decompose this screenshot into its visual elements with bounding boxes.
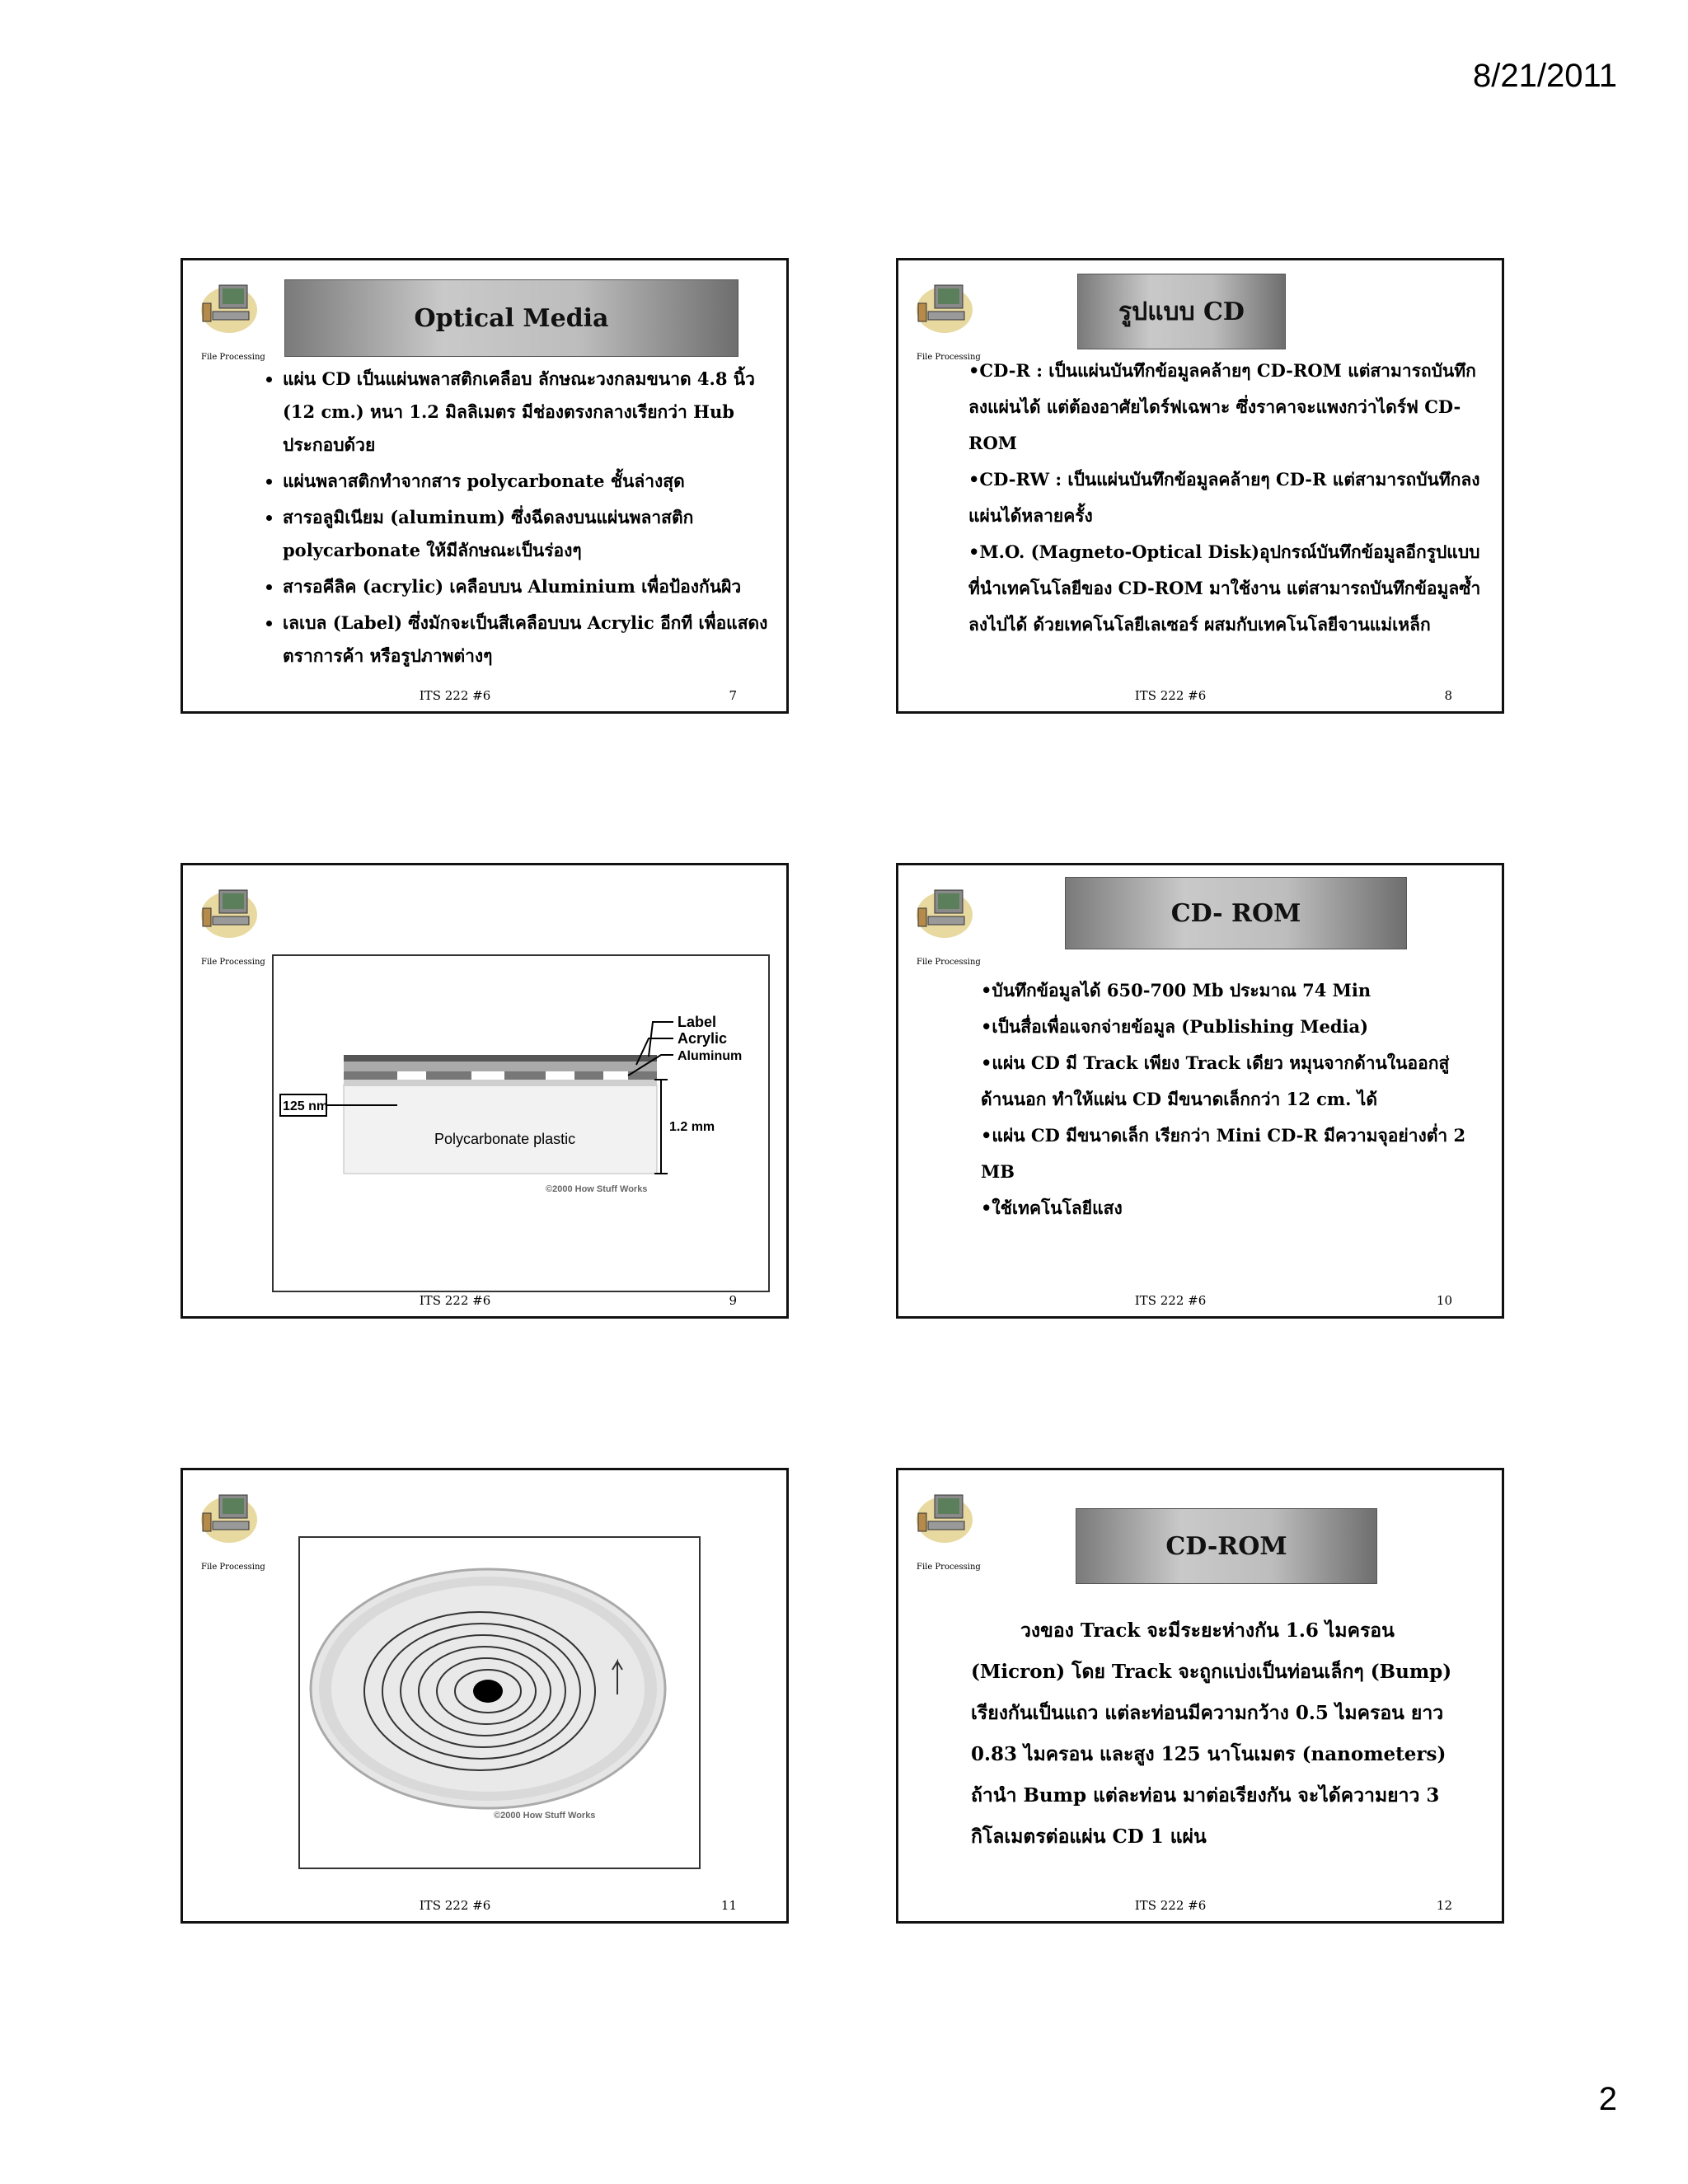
bullet-item: • แผ่นพลาสติกทำจากสาร polycarbonate ชั้นล่างสุด (283, 465, 772, 498)
paragraph: •CD-RW : เป็นแผ่นบันทึกข้อมูลคล้ายๆ CD-R แต่สามารถบันทึกลงแผ่นได้หลายครั้ง (968, 469, 1480, 526)
hub-hole (473, 1680, 503, 1703)
slide-title: รูปแบบ CD (1077, 274, 1286, 349)
file-processing-label: File Processing (201, 1563, 265, 1572)
slide-11 (181, 1468, 789, 1924)
slide-number: 7 (729, 688, 737, 703)
credit-text: ©2000 How Stuff Works (546, 1184, 648, 1194)
paragraph: •บันทึกข้อมูลได้ 650-700 Mb ประมาณ 74 Min (981, 980, 1372, 1001)
credit-text: ©2000 How Stuff Works (494, 1811, 596, 1821)
paragraph: •เป็นสื่อเพื่อแจกจ่ายข้อมูล (Publishing Media) (981, 1016, 1369, 1037)
computer-logo-icon (912, 1488, 973, 1544)
computer-logo-icon (912, 279, 973, 335)
slide-body (968, 353, 1488, 643)
computer-logo-icon (196, 883, 257, 940)
paragraph: •แผ่น CD มี Track เพียง Track เดียว หมุนจากด้านในออกสู่ด้านนอก ทำให้แผ่น CD มีขนาดเล็กกว่า 12 cm. ได้ (981, 1052, 1450, 1109)
paragraph: •CD-R : เป็นแผ่นบันทึกข้อมูลคล้ายๆ CD-ROM แต่สามารถบันทึกลงแผ่นได้ แต่ต้องอาศัยไดร์ฟเฉพาะ ซึ่งราคาจะแพงกว่าไดร์ฟ CD-ROM (968, 360, 1476, 453)
file-processing-label: File Processing (917, 958, 981, 967)
acrylic-layer (344, 1062, 657, 1071)
label-text: Label (678, 1014, 717, 1030)
label-layer (344, 1055, 657, 1062)
page-number: 2 (1598, 2081, 1617, 2117)
footer-course: ITS 222 #6 (419, 688, 491, 703)
footer-course: ITS 222 #6 (419, 1293, 491, 1308)
slide-number: 10 (1436, 1293, 1452, 1308)
slide-10 (896, 863, 1504, 1319)
slide-number: 8 (1444, 688, 1452, 703)
slide-body: วงของ Track จะมีระยะห่างกัน 1.6 ไมครอน (Micron) โดย Track จะถูกแบ่งเป็นท่อนเล็กๆ (Bump) เรียงกันเป็นแถว แต่ละท่อนมีความกว้าง 0.5 ไมครอน ยาว 0.83 ไมครอน และสูง 125 นาโนเมตร (nanometers) ถ้านำ Bump แต่ละท่อน มาต่อเรียงกัน จะได้ความยาว 3 กิโลเมตรต่อแผ่น CD 1 แผ่น (971, 1619, 1452, 1848)
footer-course: ITS 222 #6 (419, 1898, 491, 1913)
computer-logo-icon (912, 883, 973, 940)
slide-body (981, 972, 1475, 1226)
footer-course: ITS 222 #6 (1134, 1293, 1207, 1308)
slide-7 (181, 258, 789, 714)
slide-9 (181, 863, 789, 1319)
pit-depth-text: 125 nm (283, 1099, 329, 1113)
bullet-item: • สารอคีลิค (acrylic) เคลือบบน Aluminium เพื่อป้องกันผิว (283, 570, 772, 603)
slide-number: 9 (729, 1293, 737, 1308)
computer-logo-icon (196, 1488, 257, 1544)
slide-title: CD-ROM (1076, 1508, 1377, 1584)
slide-number: 12 (1436, 1898, 1452, 1913)
slide-number: 11 (720, 1898, 737, 1913)
slide-8 (896, 258, 1504, 714)
paragraph: •M.O. (Magneto-Optical Disk)อุปกรณ์บันทึกข้อมูลอีกรูปแบบที่นำเทคโนโลยีของ CD-ROM มาใช้งาน แต่สามารถบันทึกข้อมูลซ้ำลงไปได้ ด้วยเทคโนโลยีเลเซอร์ ผสมกับเทคโนโลยีจานแม่เหล็ก (968, 541, 1481, 635)
bullet-item: • สารอลูมิเนียม (aluminum) ซึ่งฉีดลงบนแผ่นพลาสติก polycarbonate ให้มีลักษณะเป็นร่องๆ (283, 501, 772, 567)
header-date: 8/21/2011 (1473, 58, 1617, 94)
paragraph: •ใช้เทคโนโลยีแสง (981, 1197, 1123, 1218)
slide-title: Optical Media (284, 279, 738, 357)
bullet-item: • แผ่น CD เป็นแผ่นพลาสติกเคลือบ ลักษณะวงกลมขนาด 4.8 นิ้ว (12 cm.) หนา 1.2 มิลลิเมตร มีช่องตรงกลางเรียกว่า Hub ประกอบด้วย (283, 363, 772, 462)
acrylic-text: Acrylic (678, 1030, 728, 1047)
cd-track-diagram (298, 1536, 701, 1869)
footer-course: ITS 222 #6 (1134, 1898, 1207, 1913)
aluminum-text: Aluminum (678, 1049, 743, 1063)
file-processing-label: File Processing (917, 353, 981, 362)
thickness-text: 1.2 mm (669, 1120, 715, 1134)
computer-logo-icon (196, 279, 257, 335)
polycarbonate-text: Polycarbonate plastic (434, 1131, 576, 1147)
slide-title: CD- ROM (1065, 877, 1407, 949)
file-processing-label: File Processing (201, 958, 265, 967)
file-processing-label: File Processing (917, 1563, 981, 1572)
footer-course: ITS 222 #6 (1134, 688, 1207, 703)
bullet-item: • เลเบล (Label) ซึ่งมักจะเป็นสีเคลือบบน Acrylic อีกที เพื่อแสดงตราการค้า หรือรูปภาพต่างๆ (283, 607, 772, 673)
cd-layer-diagram (272, 954, 770, 1292)
file-processing-label: File Processing (201, 353, 265, 362)
slide-body (261, 363, 772, 676)
polycarbonate-layer (344, 1085, 657, 1174)
paragraph: •แผ่น CD มีขนาดเล็ก เรียกว่า Mini CD-R มีความจุอย่างต่ำ 2 MB (981, 1125, 1466, 1182)
slide-12 (896, 1468, 1504, 1924)
